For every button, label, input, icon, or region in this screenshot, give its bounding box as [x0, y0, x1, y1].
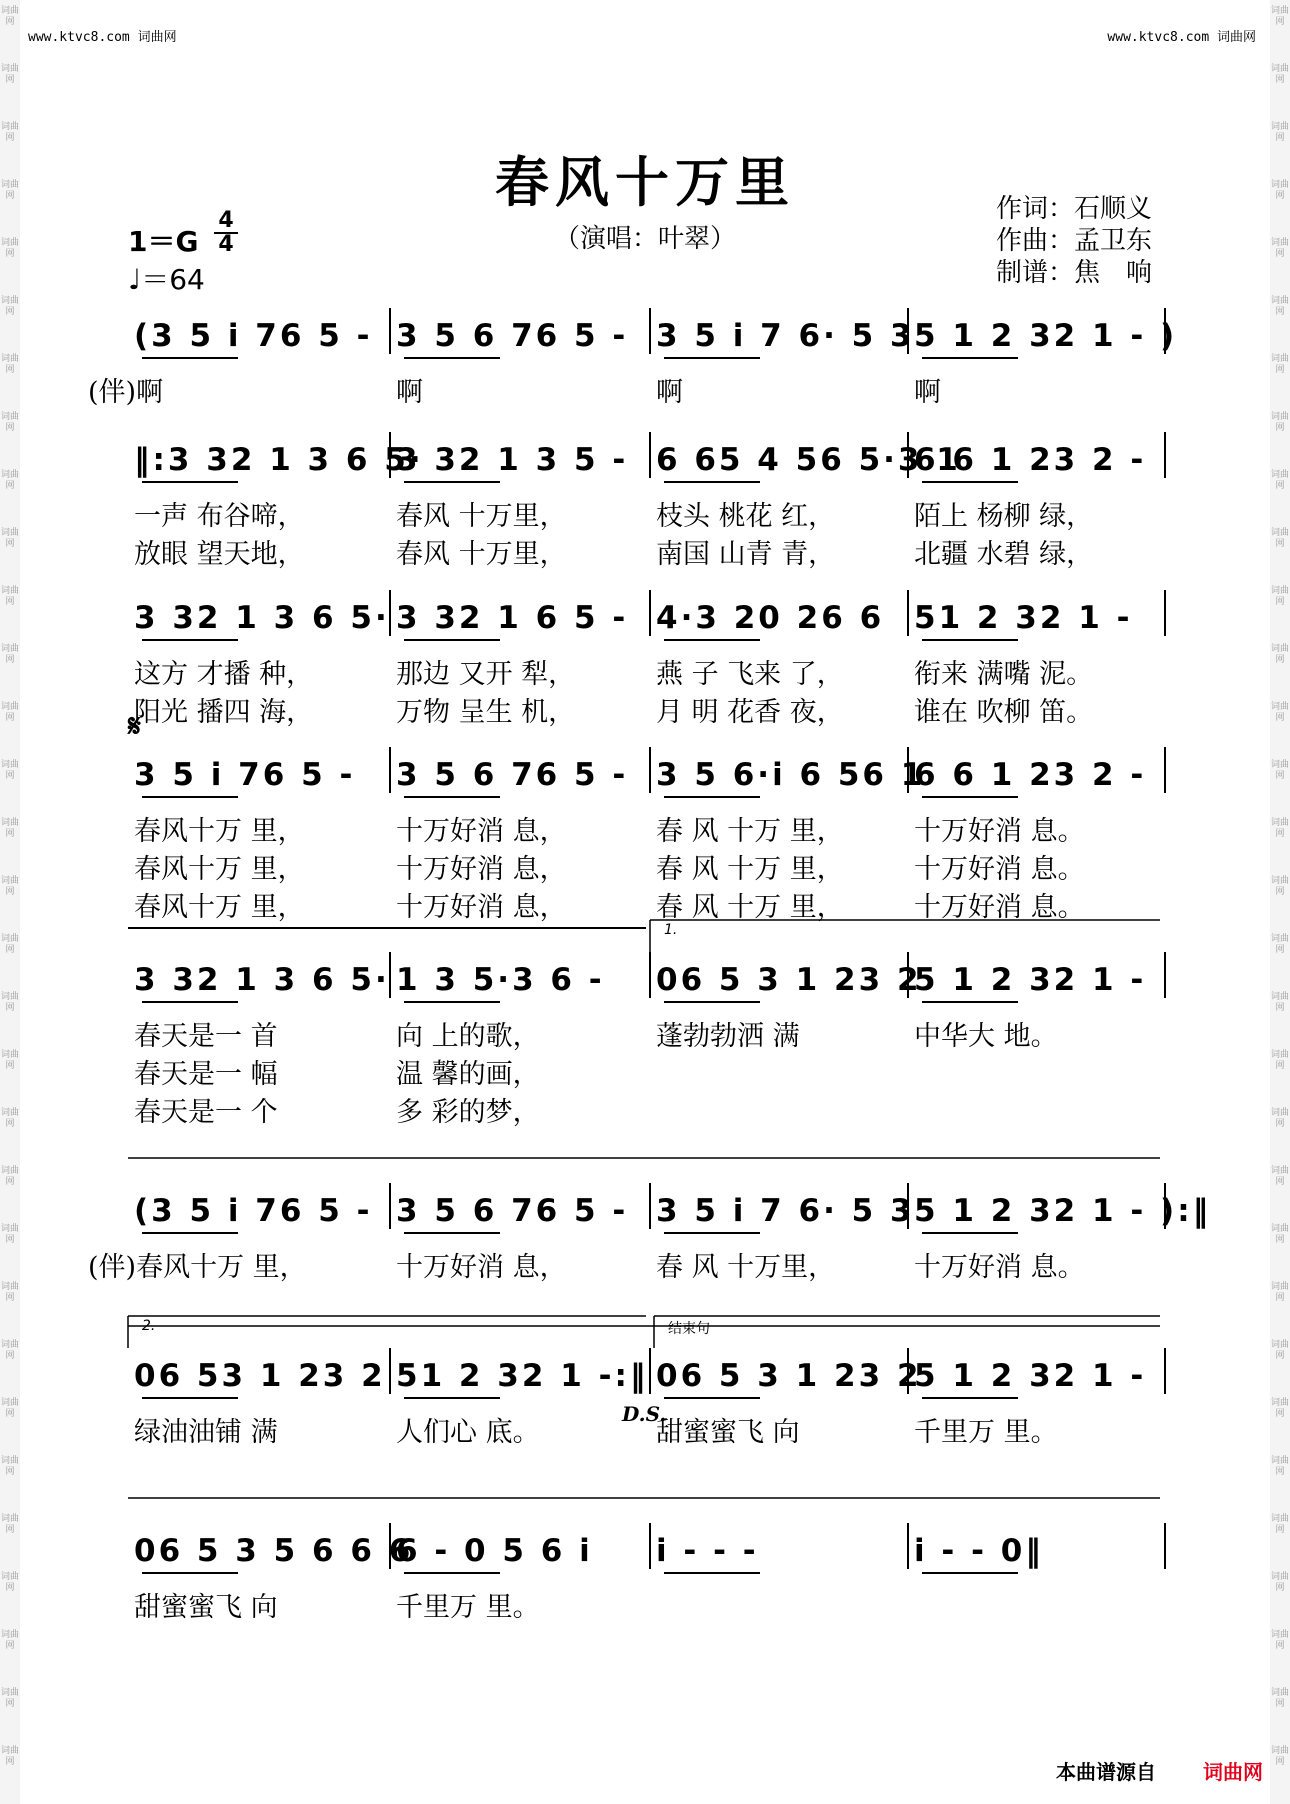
top-left-url: www.ktvc8.com 词曲网 — [28, 30, 177, 45]
watermark-text: 词曲网 — [1, 1108, 20, 1129]
measure-notes: (3 5 i 76 5 - — [134, 1193, 373, 1229]
watermark-text: 词曲网 — [1271, 1050, 1290, 1071]
watermark-text: 词曲网 — [1271, 180, 1290, 201]
measure-notes: 51 2 32 1 - — [914, 600, 1133, 636]
watermark-text: 词曲网 — [1, 1456, 20, 1477]
volta-label: 2. — [142, 1318, 156, 1334]
lyric-line: 春风十万 里， — [134, 854, 305, 885]
measure-notes: 6 - 0 5 6 i — [396, 1533, 593, 1569]
lyric-line: (伴)啊 — [88, 377, 164, 408]
watermark-text: 词曲网 — [1271, 412, 1290, 433]
watermark-text: 词曲网 — [1, 818, 20, 839]
lyric-line: 春风 十万里， — [396, 539, 567, 570]
watermark-text: 词曲网 — [1, 1398, 20, 1419]
arranger-credit: 制谱：焦 响 — [996, 258, 1153, 288]
measure-notes: 06 5 3 1 23 2 — [656, 1358, 922, 1394]
lyric-line: 春天是一 个 — [134, 1097, 278, 1128]
lyric-line: 啊 — [914, 377, 941, 408]
measure-notes: 3 5 i 7 6· 5 3 — [656, 318, 915, 354]
measure-notes: 3 5 6 76 5 - — [396, 757, 629, 793]
lyric-line: 多 彩的梦， — [396, 1097, 540, 1128]
watermark-text: 词曲网 — [1271, 1282, 1290, 1303]
watermark-text: 词曲网 — [1271, 1456, 1290, 1477]
watermark-text: 词曲网 — [1, 470, 20, 491]
lyric-line: 阳光 播四 海， — [134, 697, 314, 728]
watermark-text: 词曲网 — [1271, 876, 1290, 897]
watermark-text: 词曲网 — [1271, 470, 1290, 491]
lyric-line: 十万好消 息， — [396, 892, 567, 923]
watermark-text: 词曲网 — [1, 1746, 20, 1767]
watermark-text: 词曲网 — [1271, 1166, 1290, 1187]
watermark-text: 词曲网 — [1, 64, 20, 85]
measure-notes: 06 53 1 23 2 — [134, 1358, 386, 1394]
watermark-text: 词曲网 — [1, 238, 20, 259]
lyric-line: 十万好消 息， — [396, 854, 567, 885]
lyric-line: 绿油油铺 满 — [134, 1417, 278, 1448]
lyric-line: 千里万 里。 — [396, 1592, 540, 1623]
watermark-text: 词曲网 — [1, 180, 20, 201]
watermark-text: 词曲网 — [1, 1224, 20, 1245]
measure-notes: 1 3 5·3 6 - — [396, 962, 605, 998]
watermark-text: 词曲网 — [1, 1572, 20, 1593]
watermark-text: 词曲网 — [1271, 1572, 1290, 1593]
measure-notes: 6 6 1 23 2 - — [914, 442, 1147, 478]
lyricist-credit: 作词：石顺义 — [996, 194, 1153, 224]
lyric-line: 向 上的歌， — [396, 1021, 540, 1052]
measure-notes: i - - - — [656, 1533, 759, 1569]
watermark-text: 词曲网 — [1271, 64, 1290, 85]
lyric-line: 春 风 十万 里， — [656, 816, 844, 847]
watermark-text: 词曲网 — [1271, 760, 1290, 781]
lyric-line: 这方 才播 种， — [134, 659, 314, 690]
lyric-line: 蓬勃勃洒 满 — [656, 1021, 800, 1052]
lyric-line: 衔来 满嘴 泥。 — [914, 659, 1094, 690]
watermark-text: 词曲网 — [1, 1282, 20, 1303]
watermark-text: 词曲网 — [1271, 1514, 1290, 1535]
lyric-line: 北疆 水碧 绿， — [914, 539, 1094, 570]
measure-notes: 3 5 i 7 6· 5 3 — [656, 1193, 915, 1229]
watermark-text: 词曲网 — [1, 702, 20, 723]
lyric-line: 谁在 吹柳 笛。 — [914, 697, 1094, 728]
watermark-text: 词曲网 — [1271, 296, 1290, 317]
lyric-line: 十万好消 息， — [396, 816, 567, 847]
volta-label: 1. — [664, 922, 678, 938]
tempo-marking: ♩＝64 — [128, 263, 205, 296]
lyric-line: 南国 山青 青， — [656, 539, 836, 570]
lyric-line: 十万好消 息。 — [914, 816, 1085, 847]
lyric-line: 放眼 望天地， — [134, 539, 305, 570]
watermark-text: 词曲网 — [1, 6, 20, 27]
watermark-text: 词曲网 — [1271, 1630, 1290, 1651]
singer-credit: （演唱：叶翠） — [553, 224, 736, 254]
watermark-text: 词曲网 — [1, 122, 20, 143]
lyric-line: 陌上 杨柳 绿， — [914, 501, 1094, 532]
measure-notes: 6 6 1 23 2 - — [914, 757, 1147, 793]
measure-notes: (3 5 i 76 5 - — [134, 318, 373, 354]
lyric-line: 十万好消 息。 — [914, 892, 1085, 923]
measure-notes: 5 1 2 32 1 - ):‖ — [914, 1193, 1212, 1229]
composer-credit: 作曲：孟卫东 — [996, 226, 1153, 256]
lyric-line: 啊 — [656, 377, 683, 408]
watermark-text: 词曲网 — [1271, 702, 1290, 723]
measure-notes: 3 32 1 6 5 - — [396, 600, 629, 636]
measure-notes: 3 5 6·i 6 56 1 — [656, 757, 926, 793]
watermark-text: 词曲网 — [1271, 122, 1290, 143]
lyric-line: 中华大 地。 — [914, 1021, 1058, 1052]
lyric-line: (伴)春风十万 里， — [88, 1252, 307, 1283]
footer-site: 词曲网 — [1203, 1760, 1263, 1784]
watermark-text: 词曲网 — [1271, 1108, 1290, 1129]
lyric-line: 人们心 底。 — [396, 1417, 540, 1448]
measure-notes: 06 5 3 1 23 2 — [656, 962, 922, 998]
lyric-line: 万物 呈生 机， — [396, 697, 576, 728]
watermark-text: 词曲网 — [1, 528, 20, 549]
watermark-text: 词曲网 — [1271, 644, 1290, 665]
lyric-line: 千里万 里。 — [914, 1417, 1058, 1448]
measure-notes: 3 5 i 76 5 - — [134, 757, 356, 793]
lyric-line: 春 风 十万里， — [656, 1252, 836, 1283]
measure-notes: 3 32 1 3 6 5· — [134, 600, 390, 636]
lyric-line: 春 风 十万 里， — [656, 892, 844, 923]
watermark-text: 词曲网 — [1, 876, 20, 897]
measure-notes: ‖:3 32 1 3 6 5· — [134, 442, 424, 478]
watermark-text: 词曲网 — [1271, 818, 1290, 839]
time-signature-bottom: 4 — [214, 232, 238, 256]
lyric-line: 春风 十万里， — [396, 501, 567, 532]
watermark-text: 词曲网 — [1, 1630, 20, 1651]
watermark-text: 词曲网 — [1271, 1398, 1290, 1419]
lyric-line: 十万好消 息。 — [914, 1252, 1085, 1283]
measure-notes: 3 5 6 76 5 - — [396, 1193, 629, 1229]
measure-notes: 5 1 2 32 1 - ) — [914, 318, 1178, 354]
watermark-text: 词曲网 — [1271, 528, 1290, 549]
measure-notes: 06 5 3 5 6 6 6 — [134, 1533, 414, 1569]
watermark-text: 词曲网 — [1, 644, 20, 665]
lyric-line: 啊 — [396, 377, 423, 408]
measure-notes: 5 1 2 32 1 - — [914, 962, 1147, 998]
lyric-line: 甜蜜蜜飞 向 — [134, 1592, 278, 1623]
lyric-line: 春风十万 里， — [134, 816, 305, 847]
measure-notes: 3 5 6 76 5 - — [396, 318, 629, 354]
lyric-line: 春风十万 里， — [134, 892, 305, 923]
watermark-text: 词曲网 — [1, 1514, 20, 1535]
measure-notes: 3 32 1 3 6 5· — [134, 962, 390, 998]
watermark-text: 词曲网 — [1271, 354, 1290, 375]
lyric-line: 甜蜜蜜飞 向 — [656, 1417, 800, 1448]
footer-source: 本曲谱源自 — [1056, 1760, 1156, 1784]
key-signature: 1＝G — [128, 225, 199, 258]
watermark-text: 词曲网 — [1, 354, 20, 375]
segno-sign: 𝄋 — [128, 709, 141, 744]
measure-notes: 4·3 20 26 6 — [656, 600, 885, 636]
watermark-text: 词曲网 — [1, 412, 20, 433]
lyric-line: 春 风 十万 里， — [656, 854, 844, 885]
coda-label: 结束句 — [668, 1321, 710, 1337]
watermark-text: 词曲网 — [1271, 1688, 1290, 1709]
watermark-text: 词曲网 — [1, 1340, 20, 1361]
lyric-line: 温 馨的画， — [396, 1059, 540, 1090]
watermark-text: 词曲网 — [1271, 238, 1290, 259]
lyric-line: 枝头 桃花 红， — [656, 501, 836, 532]
song-title: 春风十万里 — [495, 150, 795, 214]
measure-notes: 5 1 2 32 1 - — [914, 1358, 1147, 1394]
watermark-text: 词曲网 — [1271, 6, 1290, 27]
lyric-line: 月 明 花香 夜， — [656, 697, 844, 728]
lyric-line: 一声 布谷啼， — [134, 501, 305, 532]
top-right-url: www.ktvc8.com 词曲网 — [1107, 30, 1256, 45]
lyric-line: 春天是一 幅 — [134, 1059, 278, 1090]
lyric-line: 十万好消 息。 — [914, 854, 1085, 885]
measure-notes: i - - 0‖ — [914, 1533, 1044, 1569]
watermark-text: 词曲网 — [1, 760, 20, 781]
watermark-text: 词曲网 — [1, 934, 20, 955]
watermark-text: 词曲网 — [1, 1688, 20, 1709]
watermark-text: 词曲网 — [1271, 934, 1290, 955]
lyric-line: 燕 子 飞来 了， — [656, 659, 844, 690]
measure-notes: 51 2 32 1 -:‖ — [396, 1358, 649, 1394]
time-signature-top: 4 — [218, 208, 234, 233]
watermark-text: 词曲网 — [1, 586, 20, 607]
watermark-text: 词曲网 — [1271, 1340, 1290, 1361]
watermark-text: 词曲网 — [1, 1166, 20, 1187]
measure-notes: 6 65 4 56 5·3 1 — [656, 442, 961, 478]
dal-segno-mark: D.S. — [622, 1402, 667, 1426]
watermark-text: 词曲网 — [1271, 1746, 1290, 1767]
watermark-text: 词曲网 — [1271, 1224, 1290, 1245]
watermark-text: 词曲网 — [1, 1050, 20, 1071]
watermark-text: 词曲网 — [1271, 586, 1290, 607]
measure-notes: 3 32 1 3 5 - — [396, 442, 629, 478]
watermark-text: 词曲网 — [1, 296, 20, 317]
lyric-line: 那边 又开 犁， — [396, 659, 576, 690]
watermark-text: 词曲网 — [1271, 992, 1290, 1013]
watermark-text: 词曲网 — [1, 992, 20, 1013]
lyric-line: 春天是一 首 — [134, 1021, 278, 1052]
lyric-line: 十万好消 息， — [396, 1252, 567, 1283]
